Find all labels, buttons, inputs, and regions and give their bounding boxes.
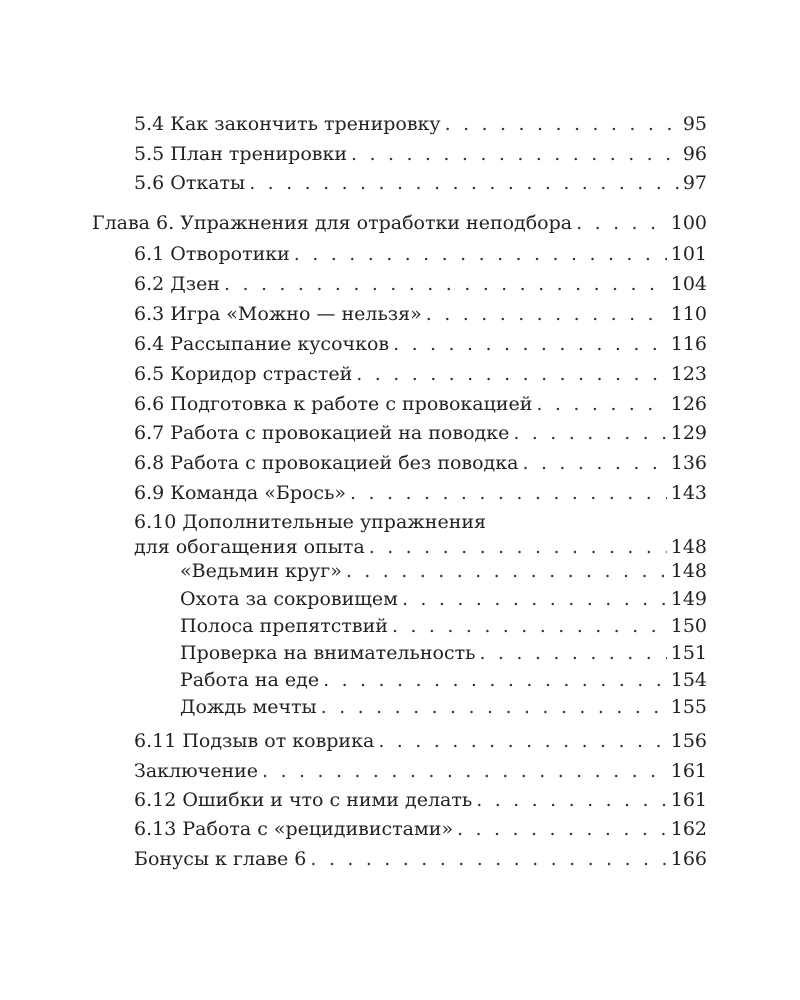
toc-entry-page: 126 [670, 393, 707, 415]
dot-leader [323, 667, 667, 693]
toc-entry-page: 136 [670, 452, 707, 474]
toc-subentry-title: Полоса препятствий [180, 615, 388, 637]
dot-leader [402, 586, 667, 612]
toc-entry-page: 161 [670, 760, 707, 782]
dot-leader [350, 480, 667, 506]
toc-entry-6-4[interactable] [134, 331, 707, 357]
toc-entry-conclusion[interactable] [134, 758, 707, 784]
toc-entry-title: 6.8 Работа с провокацией без поводка [134, 452, 519, 474]
toc-subentry-title: Проверка на внимательность [180, 642, 476, 664]
toc-entry-title: 5.5 План тренировки [134, 143, 348, 165]
dot-leader [249, 170, 679, 196]
dot-leader [356, 361, 666, 387]
toc-entry-5-6[interactable] [134, 170, 707, 196]
toc-chapter-page: 100 [670, 212, 707, 234]
toc-subentry-title: Работа на еде [180, 669, 320, 691]
toc-entry-page: 96 [682, 143, 707, 165]
toc-entry-page: 116 [670, 333, 707, 355]
toc-subentry-page: 150 [670, 615, 707, 637]
toc-entry-title: 6.1 Отворотики [134, 243, 290, 265]
toc-entry-6-2[interactable] [134, 271, 707, 297]
toc-entry-6-13[interactable] [134, 816, 707, 842]
dot-leader [262, 758, 667, 784]
dot-leader [476, 787, 667, 813]
dot-leader [445, 111, 679, 137]
toc-entry-title: 6.11 Подзыв от коврика [134, 730, 375, 752]
toc-subentry-2[interactable] [180, 586, 707, 612]
toc-subentry-title: Охота за сокровищем [180, 588, 398, 610]
toc-entry-page: 129 [670, 422, 707, 444]
toc-entry-6-3[interactable] [134, 301, 707, 327]
dot-leader [536, 391, 666, 417]
toc-entry-page: 101 [670, 243, 707, 265]
toc-entry-page: 97 [682, 172, 707, 194]
dot-leader [457, 816, 667, 842]
toc-entry-title: 6.3 Игра «Можно — нельзя» [134, 303, 422, 325]
dot-leader [393, 331, 667, 357]
dot-leader [310, 846, 666, 872]
toc-entry-6-10-title-line1[interactable]: 6.10 Дополнительные упражнения [134, 511, 487, 533]
toc-entry-6-7[interactable] [134, 420, 707, 446]
toc-entry-bonus[interactable] [134, 846, 707, 872]
toc-subentry-page: 155 [670, 696, 707, 718]
toc-subentry-page: 154 [670, 669, 707, 691]
toc-entry-page: 95 [682, 113, 707, 135]
toc-entry-title: Бонусы к главе 6 [134, 848, 307, 870]
toc-entry-page: 156 [670, 730, 707, 752]
toc-entry-6-12[interactable] [134, 787, 707, 813]
toc-entry-page: 143 [670, 482, 707, 504]
toc-entry-page: 110 [670, 303, 707, 325]
toc-subentry-1[interactable] [180, 558, 707, 584]
dot-leader [351, 141, 679, 167]
toc-entry-title: 6.4 Рассыпание кусочков [134, 333, 390, 355]
toc-subentry-4[interactable] [180, 640, 707, 666]
toc-subentry-3[interactable] [180, 613, 707, 639]
toc-entry-title: 6.2 Дзен [134, 273, 220, 295]
dot-leader [369, 534, 667, 560]
toc-entry-6-5[interactable] [134, 361, 707, 387]
dot-leader [392, 613, 667, 639]
dot-leader [346, 558, 667, 584]
dot-leader [522, 450, 666, 476]
toc-entry-page: 166 [670, 848, 707, 870]
toc-entry-page: 161 [670, 789, 707, 811]
toc-entry-6-10[interactable] [134, 534, 707, 560]
toc-entry-5-5[interactable] [134, 141, 707, 167]
dot-leader [224, 271, 667, 297]
toc-entry-6-11[interactable] [134, 728, 707, 754]
toc-entry-title: 6.6 Подготовка к работе с провокацией [134, 393, 533, 415]
toc-entry-title: 5.4 Как закончить тренировку [134, 113, 441, 135]
dot-leader [378, 728, 666, 754]
toc-entry-page: 104 [670, 273, 707, 295]
toc-entry-5-4[interactable] [134, 111, 707, 137]
toc-entry-title: 5.6 Откаты [134, 172, 246, 194]
toc-subentry-title: Дождь мечты [180, 696, 317, 718]
toc-entry-title: для обогащения опыта [134, 536, 365, 558]
dot-leader [479, 640, 666, 666]
toc-entry-6-1[interactable] [134, 241, 707, 267]
toc-entry-title: 6.5 Коридор страстей [134, 363, 353, 385]
toc-entry-6-6[interactable] [134, 391, 707, 417]
toc-entry-title: 6.12 Ошибки и что с ними делать [134, 789, 473, 811]
toc-subentry-title: «Ведьмин круг» [180, 560, 342, 582]
dot-leader [294, 241, 667, 267]
toc-subentry-6[interactable] [180, 694, 707, 720]
dot-leader [426, 301, 667, 327]
toc-entry-6-9[interactable] [134, 480, 707, 506]
toc-entry-title: Заключение [134, 760, 259, 782]
toc-subentry-page: 151 [670, 642, 707, 664]
toc-entry-page: 123 [670, 363, 707, 385]
toc-subentry-5[interactable] [180, 667, 707, 693]
toc-entry-page: 148 [670, 536, 707, 558]
toc-entry-title: 6.9 Команда «Брось» [134, 482, 347, 504]
toc-subentry-page: 149 [670, 588, 707, 610]
toc-entry-title: 6.13 Работа с «рецидивистами» [134, 818, 454, 840]
dot-leader [513, 420, 666, 446]
toc-chapter-6[interactable] [92, 210, 707, 236]
dot-leader [576, 210, 667, 236]
toc-chapter-title: Глава 6. Упражнения для отработки неподбора [92, 212, 573, 234]
toc-entry-page: 162 [670, 818, 707, 840]
dot-leader [321, 694, 667, 720]
toc-entry-6-8[interactable] [134, 450, 707, 476]
toc-entry-title: 6.7 Работа с провокацией на поводке [134, 422, 510, 444]
toc-subentry-page: 148 [670, 560, 707, 582]
